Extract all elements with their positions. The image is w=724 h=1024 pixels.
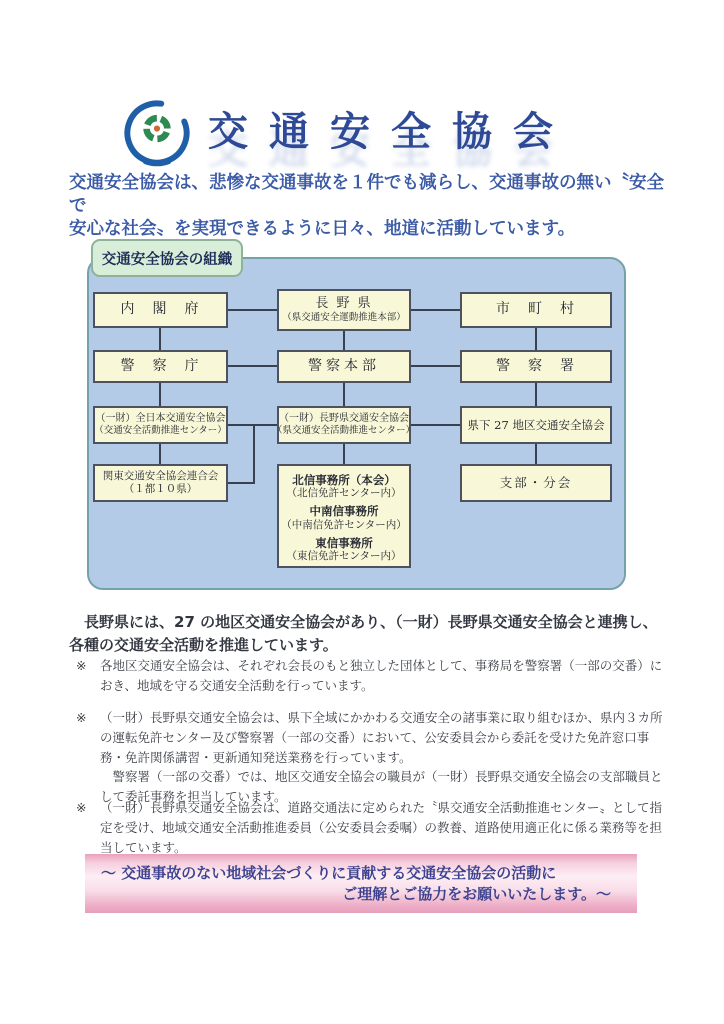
office-location: （東信免許センター内） bbox=[286, 550, 402, 563]
org-box-sublabel: （交通安全活動推進センター） bbox=[94, 425, 227, 437]
footer-banner bbox=[85, 854, 637, 913]
office-name: 北信事務所（本会） bbox=[292, 472, 396, 487]
connector-v-col2-r2r3 bbox=[343, 383, 345, 406]
note-2 bbox=[76, 708, 672, 807]
note-3 bbox=[76, 798, 672, 857]
footer-line-1: ～ 交通事故のない地域社会づくりに貢献する交通安全協会の活動に bbox=[101, 864, 557, 882]
org-box-sublabel: （県交通安全運動推進本部） bbox=[282, 312, 406, 324]
org-box-branch-offices bbox=[277, 464, 411, 568]
org-box-label: （一財）長野県交通安全協会 bbox=[279, 412, 409, 424]
connector-v-col2-r1r2 bbox=[343, 331, 345, 350]
org-box-label: 支部・分会 bbox=[499, 475, 573, 491]
intro-line-2: 安心な社会〟を実現できるように日々、地道に活動しています。 bbox=[69, 219, 576, 240]
org-box-national-police-agency bbox=[93, 350, 228, 383]
org-box-sublabel: （１都１０県） bbox=[123, 483, 198, 495]
connector-r2-left-center bbox=[228, 365, 277, 367]
connector-v-col3-r3r4 bbox=[535, 444, 537, 464]
page-title: 交通安全協会 bbox=[208, 108, 574, 155]
footer-line-2: ご理解とご協力をお願いいたします。～ bbox=[342, 885, 611, 903]
org-box-label: 県下 27 地区交通安全協会 bbox=[467, 417, 605, 432]
org-box-cabinet-office bbox=[93, 292, 228, 328]
office-location: （北信免許センター内） bbox=[286, 487, 402, 500]
intro-line-1: 交通安全協会は、悲惨な交通事故を１件でも減らし、交通事故の無い〝安全で bbox=[69, 173, 664, 217]
org-box-label: 警 察 庁 bbox=[120, 357, 201, 374]
org-box-kanto-federation bbox=[93, 464, 228, 502]
org-box-label: 関東交通安全協会連合会 bbox=[102, 469, 219, 482]
org-box-all-japan-association bbox=[93, 406, 228, 444]
org-box-nagano-prefecture bbox=[277, 289, 411, 331]
org-chart-title-tab: 交通安全協会の組織 bbox=[91, 239, 243, 277]
office-name: 東信事務所 bbox=[315, 535, 373, 550]
connector-v-col1-r2r3 bbox=[159, 383, 161, 406]
org-box-district-associations bbox=[460, 406, 612, 444]
org-box-label: 長 野 県 bbox=[315, 295, 373, 311]
connector-r1-left-center bbox=[228, 309, 277, 311]
note-text-part1: （一財）長野県交通安全協会は、県下全域にかかわる交通安全の諸事業に取り組むほか、県内３カ所の運転免許センター及び警察署（一部の交番）において、公安委員会から委託を受けた免許窓口事務・免許関係講習・更新通知発送業務を行っています。 bbox=[100, 710, 663, 765]
connector-v-col3-r1r2 bbox=[535, 328, 537, 350]
connector-v-col1-r1r2 bbox=[159, 328, 161, 350]
org-box-label: 内 閣 府 bbox=[120, 301, 201, 318]
note-text: 各地区交通安全協会は、それぞれ会長のもと独立した団体として、事務局を警察署（一部の交番）におき、地域を守る交通安全活動を行っています。 bbox=[100, 658, 663, 693]
org-box-police-station bbox=[460, 350, 612, 383]
org-box-subbranches bbox=[460, 464, 612, 502]
org-box-label: 警察本部 bbox=[308, 357, 380, 374]
intro-paragraph bbox=[69, 172, 669, 241]
note-text bbox=[100, 708, 672, 807]
traffic-safety-logo-icon bbox=[118, 96, 196, 170]
office-location: （中南信免許センター内） bbox=[281, 518, 407, 531]
note-text-part2: 警察署（一部の交番）では、地区交通安全協会の職員が（一財）長野県交通安全協会の支部職員として委託事務を担当しています。 bbox=[100, 769, 663, 804]
connector-v-col3-r2r3 bbox=[535, 383, 537, 406]
connector-v-kanto-bracket bbox=[253, 424, 255, 484]
note-1 bbox=[76, 656, 672, 696]
connector-r3-center-right bbox=[411, 424, 460, 426]
org-box-municipalities bbox=[460, 292, 612, 328]
note-mark: ※ bbox=[76, 710, 87, 725]
note-mark: ※ bbox=[76, 658, 87, 673]
org-box-label: （一財）全日本交通安全協会 bbox=[95, 412, 226, 424]
org-box-nagano-association bbox=[272, 406, 416, 444]
note-mark: ※ bbox=[76, 800, 87, 815]
note-text: （一財）長野県交通安全協会は、道路交通法に定められた〝県交通安全活動推進センター〟として指定を受け、地域交通安全活動推進委員（公安委員会委嘱）の教養、道路使用適正化に係る業務等を担当しています。 bbox=[100, 800, 663, 855]
connector-v-col1-r3r4 bbox=[159, 444, 161, 464]
org-box-label: 市 町 村 bbox=[496, 301, 576, 318]
connector-r2-center-right bbox=[411, 365, 460, 367]
connector-r1-center-right bbox=[411, 309, 460, 311]
org-box-police-headquarters bbox=[277, 350, 411, 383]
org-box-label: 警 察 署 bbox=[496, 357, 576, 374]
office-name: 中南信事務所 bbox=[309, 504, 379, 519]
connector-v-col2-r3r4 bbox=[343, 444, 345, 464]
connector-kanto-stub bbox=[228, 482, 255, 484]
org-box-sublabel: （県交通安全活動推進センター） bbox=[272, 425, 416, 437]
lead-paragraph: 長野県には、27 の地区交通安全協会があり、（一財）長野県交通安全協会と連携し、各種の交通安全活動を推進しています。 bbox=[69, 613, 658, 654]
